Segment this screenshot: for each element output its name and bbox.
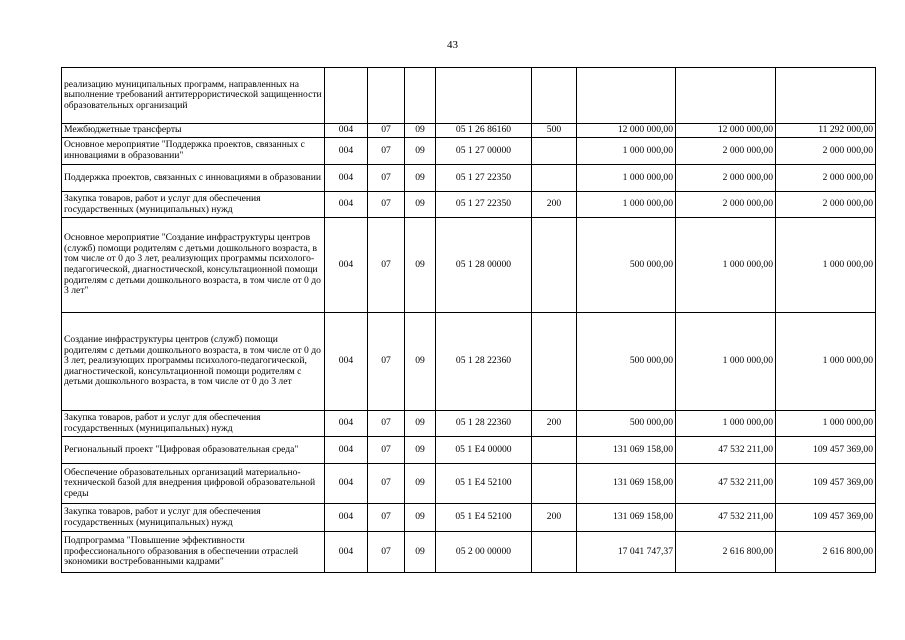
cell-expense-type xyxy=(532,532,577,573)
table-row xyxy=(62,504,876,532)
table-row xyxy=(62,313,876,411)
cell-subsection: 09 xyxy=(405,532,436,573)
cell-amount-year-3: 1 000 000,00 xyxy=(776,218,876,313)
cell-subsection: 09 xyxy=(405,437,436,464)
cell-amount-year-2: 2 616 800,00 xyxy=(676,532,776,573)
cell-target-article: 05 1 E4 52100 xyxy=(436,504,532,532)
cell-amount-year-2: 47 532 211,00 xyxy=(676,464,776,504)
cell-description: Подпрограмма "Повышение эффективности профессионального образования в обеспечении отраслей экономики востребованными кадрами" xyxy=(62,532,325,573)
cell-target-article: 05 1 27 00000 xyxy=(436,138,532,165)
cell-amount-year-1: 1 000 000,00 xyxy=(577,192,676,218)
table-row xyxy=(62,218,876,313)
table-row xyxy=(62,437,876,464)
table-row xyxy=(62,124,876,138)
cell-target-article: 05 1 27 22350 xyxy=(436,165,532,192)
cell-amount-year-2: 47 532 211,00 xyxy=(676,504,776,532)
cell-ministry-code: 004 xyxy=(325,138,368,165)
cell-ministry-code: 004 xyxy=(325,124,368,138)
cell-subsection: 09 xyxy=(405,165,436,192)
cell-expense-type xyxy=(532,437,577,464)
cell-ministry-code: 004 xyxy=(325,411,368,437)
table-row xyxy=(62,192,876,218)
cell-target-article: 05 1 28 22360 xyxy=(436,411,532,437)
cell-description: Закупка товаров, работ и услуг для обеспечения государственных (муниципальных) нужд xyxy=(62,504,325,532)
cell-target-article xyxy=(436,68,532,124)
table-row xyxy=(62,165,876,192)
cell-expense-type xyxy=(532,464,577,504)
cell-section: 07 xyxy=(368,437,405,464)
cell-amount-year-1: 500 000,00 xyxy=(577,411,676,437)
cell-target-article: 05 1 28 00000 xyxy=(436,218,532,313)
cell-section: 07 xyxy=(368,124,405,138)
cell-amount-year-1: 131 069 158,00 xyxy=(577,464,676,504)
cell-amount-year-3: 1 000 000,00 xyxy=(776,411,876,437)
cell-amount-year-1: 12 000 000,00 xyxy=(577,124,676,138)
cell-section: 07 xyxy=(368,532,405,573)
page-number: 43 xyxy=(447,39,458,51)
table-row xyxy=(62,464,876,504)
cell-section xyxy=(368,68,405,124)
cell-description: реализацию муниципальных программ, направленных на выполнение требований антитеррористической защищенности образовательных организаций xyxy=(62,68,325,124)
cell-section: 07 xyxy=(368,192,405,218)
cell-amount-year-3: 1 000 000,00 xyxy=(776,313,876,411)
cell-target-article: 05 1 26 86160 xyxy=(436,124,532,138)
cell-amount-year-2: 47 532 211,00 xyxy=(676,437,776,464)
cell-target-article: 05 1 28 22360 xyxy=(436,313,532,411)
cell-subsection: 09 xyxy=(405,411,436,437)
cell-section: 07 xyxy=(368,411,405,437)
table-row xyxy=(62,68,876,124)
cell-amount-year-1 xyxy=(577,68,676,124)
cell-subsection: 09 xyxy=(405,464,436,504)
cell-amount-year-3: 109 457 369,00 xyxy=(776,504,876,532)
cell-target-article: 05 1 E4 52100 xyxy=(436,464,532,504)
cell-target-article: 05 2 00 00000 xyxy=(436,532,532,573)
cell-section: 07 xyxy=(368,504,405,532)
cell-subsection: 09 xyxy=(405,218,436,313)
cell-expense-type xyxy=(532,313,577,411)
cell-description: Межбюджетные трансферты xyxy=(62,124,325,138)
cell-amount-year-3: 109 457 369,00 xyxy=(776,464,876,504)
cell-amount-year-1: 1 000 000,00 xyxy=(577,165,676,192)
table-row xyxy=(62,138,876,165)
cell-expense-type xyxy=(532,68,577,124)
cell-amount-year-3: 2 000 000,00 xyxy=(776,192,876,218)
cell-expense-type: 200 xyxy=(532,411,577,437)
table-row xyxy=(62,411,876,437)
cell-ministry-code xyxy=(325,68,368,124)
cell-subsection: 09 xyxy=(405,124,436,138)
cell-section: 07 xyxy=(368,218,405,313)
cell-amount-year-2: 2 000 000,00 xyxy=(676,165,776,192)
cell-description: Закупка товаров, работ и услуг для обеспечения государственных (муниципальных) нужд xyxy=(62,192,325,218)
cell-ministry-code: 004 xyxy=(325,165,368,192)
cell-amount-year-1: 17 041 747,37 xyxy=(577,532,676,573)
cell-amount-year-3: 11 292 000,00 xyxy=(776,124,876,138)
cell-subsection: 09 xyxy=(405,192,436,218)
cell-ministry-code: 004 xyxy=(325,192,368,218)
cell-amount-year-2 xyxy=(676,68,776,124)
cell-ministry-code: 004 xyxy=(325,464,368,504)
cell-amount-year-3 xyxy=(776,68,876,124)
budget-table xyxy=(61,67,876,573)
cell-amount-year-2: 1 000 000,00 xyxy=(676,313,776,411)
cell-amount-year-1: 131 069 158,00 xyxy=(577,504,676,532)
cell-amount-year-1: 500 000,00 xyxy=(577,218,676,313)
cell-section: 07 xyxy=(368,313,405,411)
cell-expense-type: 200 xyxy=(532,192,577,218)
cell-expense-type xyxy=(532,138,577,165)
cell-section: 07 xyxy=(368,464,405,504)
cell-amount-year-1: 1 000 000,00 xyxy=(577,138,676,165)
cell-expense-type: 200 xyxy=(532,504,577,532)
cell-amount-year-2: 1 000 000,00 xyxy=(676,218,776,313)
cell-subsection: 09 xyxy=(405,138,436,165)
cell-description: Региональный проект "Цифровая образовательная среда" xyxy=(62,437,325,464)
cell-amount-year-1: 131 069 158,00 xyxy=(577,437,676,464)
cell-description: Создание инфраструктуры центров (служб) помощи родителям с детьми дошкольного возраста, в том числе от 0 до 3 лет, реализующих программы психолого-педагогической, диагностической, консультационной помощи родителям с детьми дошкольного возраста, в том числе от 0 до 3 лет xyxy=(62,313,325,411)
cell-description: Основное мероприятие "Создание инфраструктуры центров (служб) помощи родителям с детьми дошкольного возраста, в том числе от 0 до 3 лет, реализующих программы психолого-педагогической, диагностической, консультационной помощи родителям с детьми дошкольного возраста, в том числе от 0 до 3 лет" xyxy=(62,218,325,313)
cell-ministry-code: 004 xyxy=(325,437,368,464)
cell-subsection: 09 xyxy=(405,313,436,411)
cell-subsection xyxy=(405,68,436,124)
table-row xyxy=(62,532,876,573)
cell-ministry-code: 004 xyxy=(325,504,368,532)
cell-amount-year-2: 2 000 000,00 xyxy=(676,138,776,165)
cell-ministry-code: 004 xyxy=(325,313,368,411)
cell-expense-type xyxy=(532,165,577,192)
cell-target-article: 05 1 27 22350 xyxy=(436,192,532,218)
cell-amount-year-2: 12 000 000,00 xyxy=(676,124,776,138)
cell-section: 07 xyxy=(368,138,405,165)
cell-amount-year-3: 109 457 369,00 xyxy=(776,437,876,464)
cell-subsection: 09 xyxy=(405,504,436,532)
cell-ministry-code: 004 xyxy=(325,532,368,573)
cell-description: Поддержка проектов, связанных с инновациями в образовании xyxy=(62,165,325,192)
cell-amount-year-3: 2 000 000,00 xyxy=(776,165,876,192)
cell-expense-type: 500 xyxy=(532,124,577,138)
cell-expense-type xyxy=(532,218,577,313)
cell-section: 07 xyxy=(368,165,405,192)
cell-amount-year-1: 500 000,00 xyxy=(577,313,676,411)
cell-amount-year-3: 2 616 800,00 xyxy=(776,532,876,573)
cell-amount-year-3: 2 000 000,00 xyxy=(776,138,876,165)
cell-description: Закупка товаров, работ и услуг для обеспечения государственных (муниципальных) нужд xyxy=(62,411,325,437)
cell-amount-year-2: 1 000 000,00 xyxy=(676,411,776,437)
cell-description: Основное мероприятие "Поддержка проектов, связанных с инновациями в образовании" xyxy=(62,138,325,165)
cell-amount-year-2: 2 000 000,00 xyxy=(676,192,776,218)
cell-ministry-code: 004 xyxy=(325,218,368,313)
cell-description: Обеспечение образовательных организаций материально-технической базой для внедрения цифровой образовательной среды xyxy=(62,464,325,504)
cell-target-article: 05 1 E4 00000 xyxy=(436,437,532,464)
